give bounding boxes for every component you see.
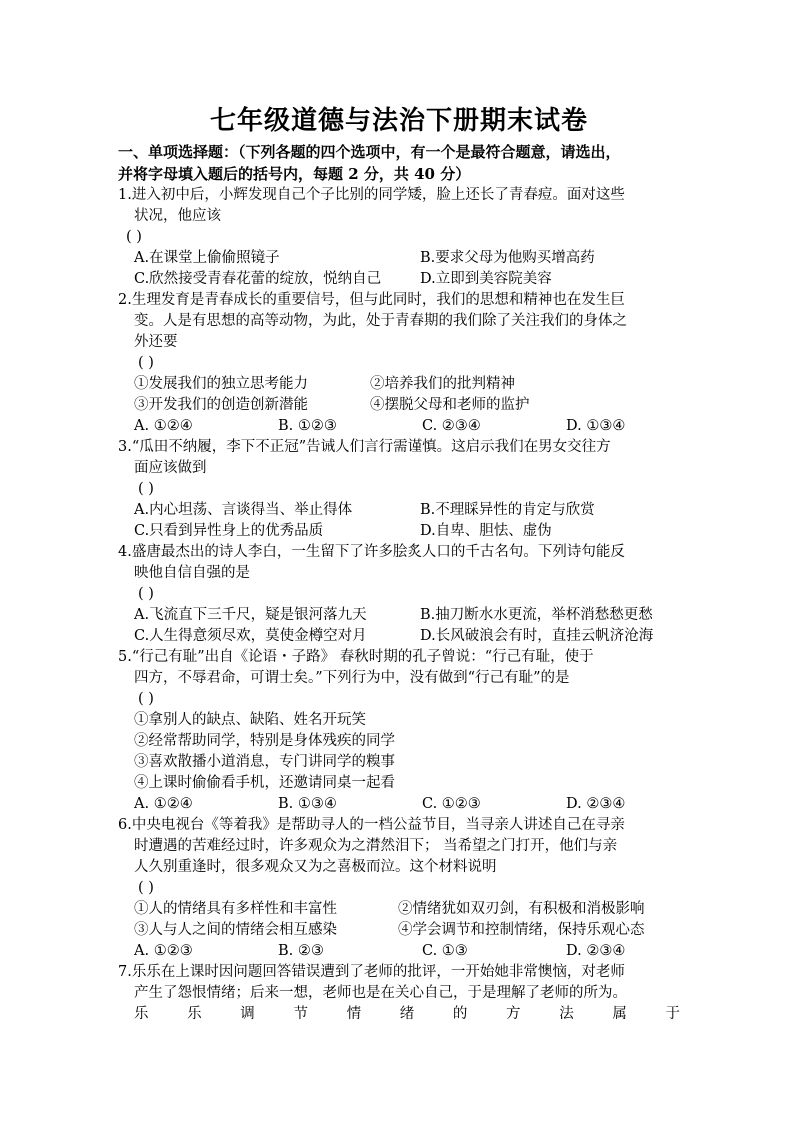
question-1-stem: 1.进入初中后，小辉发现自己个子比别的同学矮，脸上还长了青春痘。面对这些: [118, 187, 625, 203]
section-heading-line-2: 并将字母填入题后的括号内，每题 2 分，共 40 分）: [118, 165, 471, 183]
question-3: [118, 437, 680, 542]
question-6-stem: 6.中央电视台《等着我》是帮助寻人的一档公益节目，当寻亲人讲述自己在寻亲: [118, 817, 625, 833]
section-heading-line-1: 一、单项选择题：（下列各题的四个选项中，有一个是最符合题意，请选出，: [118, 143, 621, 161]
statements-row: [118, 395, 680, 416]
statement-3: ③人与人之间的情绪会相互感染: [134, 922, 337, 938]
question-7: [118, 962, 680, 1025]
question-2: [118, 290, 680, 437]
options-row: [118, 416, 680, 437]
answer-paren: ( ): [138, 586, 154, 602]
answer-paren: ( ): [138, 355, 154, 371]
question-7-stem: 7.乐乐在上课时因问题回答错误遭到了老师的批评，一开始她非常懊恼，对老师: [118, 964, 625, 980]
question-7-stem-cont: 产生了怨恨情绪；后来一想，老师也是在关心自己，于是理解了老师的所为。: [134, 985, 627, 1001]
question-2-stem-cont: 外还要: [134, 334, 178, 350]
option-d: D.长风破浪会有时，直挂云帆济沧海: [420, 628, 654, 644]
option-d: D. ②③④: [566, 943, 626, 959]
options-row: [118, 794, 680, 815]
answer-paren: ( ): [126, 229, 142, 245]
option-b: B. ①③④: [278, 796, 337, 812]
options-row: [118, 248, 680, 269]
question-4-stem-cont: 映他自信自强的是: [134, 565, 250, 581]
statement-2: ②经常帮助同学，特别是身体残疾的同学: [134, 733, 395, 749]
question-7-stem-cont: 乐乐调节情绪的方法属于: [134, 1006, 680, 1022]
option-a: A. ①②④: [134, 418, 193, 434]
answer-paren: ( ): [138, 691, 154, 707]
statement-1: ①发展我们的独立思考能力: [134, 376, 308, 392]
question-1: [118, 185, 680, 290]
question-6: [118, 815, 680, 962]
options-row: [118, 269, 680, 290]
answer-paren: ( ): [138, 880, 154, 896]
option-c: C.欣然接受青春花蕾的绽放，悦纳自己: [134, 271, 382, 287]
option-c: C. ①②③: [422, 796, 481, 812]
question-4-stem: 4.盛唐最杰出的诗人李白，一生留下了许多脍炙人口的千古名句。下列诗句能反: [118, 544, 625, 560]
option-d: D. ①③④: [566, 418, 626, 434]
question-3-stem: 3.“瓜田不纳履，李下不正冠”告诫人们言行需谨慎。这启示我们在男女交往方: [118, 439, 611, 455]
options-row: [118, 626, 680, 647]
statement-2: ②情绪犹如双刃剑，有积极和消极影响: [398, 901, 645, 917]
statement-1: ①拿别人的缺点、缺陷、姓名开玩笑: [134, 712, 366, 728]
option-b: B. ①②③: [278, 418, 337, 434]
answer-paren: ( ): [138, 481, 154, 497]
question-6-stem-cont: 人久别重逢时，很多观众又为之喜极而泣。这个材料说明: [134, 859, 497, 875]
statement-2: ②培养我们的批判精神: [370, 376, 515, 392]
option-a: A.在课堂上偷偷照镜子: [134, 250, 280, 266]
option-a: A. ①②③: [134, 943, 193, 959]
statement-4: ④学会调节和控制情绪，保持乐观心态: [398, 922, 645, 938]
statements-row: [118, 899, 680, 920]
option-c: C. ②③④: [422, 418, 481, 434]
option-a: A.飞流直下三千尺，疑是银河落九天: [134, 607, 367, 623]
question-6-stem-cont: 时遭遇的苦难经过时，许多观众为之潸然泪下； 当希望之门打开，他们与亲: [134, 838, 618, 854]
question-2-stem-cont: 变。人是有思想的高等动物，为此，处于青春期的我们除了关注我们的身体之: [134, 313, 627, 329]
option-c: C.人生得意须尽欢，莫使金樽空对月: [134, 628, 367, 644]
statement-3: ③喜欢散播小道消息，专门讲同学的糗事: [134, 754, 395, 770]
exam-page: [118, 100, 680, 1025]
page-title: 七年级道德与法治下册期末试卷: [209, 106, 588, 136]
options-row: [118, 605, 680, 626]
question-5-stem-cont: 四方，不辱君命，可谓士矣。”下列行为中，没有做到“行己有耻”的是: [134, 670, 570, 686]
question-4: [118, 542, 680, 647]
option-c: C. ①③: [422, 943, 468, 959]
option-b: B.抽刀断水水更流，举杯消愁愁更愁: [420, 607, 653, 623]
option-a: A.内心坦荡、言谈得当、举止得体: [134, 502, 353, 518]
option-c: C.只看到异性身上的优秀品质: [134, 523, 324, 539]
question-3-stem-cont: 面应该做到: [134, 460, 207, 476]
question-2-stem: 2.生理发育是青春成长的重要信号，但与此同时，我们的思想和精神也在发生巨: [118, 292, 625, 308]
option-b: B.要求父母为他购买增高药: [420, 250, 595, 266]
options-row: [118, 500, 680, 521]
option-d: D.自卑、胆怯、虚伪: [420, 523, 552, 539]
statement-4: ④摆脱父母和老师的监护: [370, 397, 530, 413]
option-d: D. ②③④: [566, 796, 626, 812]
statements-row: [118, 374, 680, 395]
statements-row: [118, 920, 680, 941]
option-d: D.立即到美容院美容: [420, 271, 552, 287]
options-row: [118, 521, 680, 542]
question-1-stem-cont: 状况，他应该: [134, 208, 221, 224]
question-5: [118, 647, 680, 815]
question-5-stem: 5.“行己有耻”出自《论语・子路》 春秋时期的孔子曾说：“行己有耻，使于: [118, 649, 594, 665]
statement-3: ③开发我们的创造创新潜能: [134, 397, 308, 413]
statement-4: ④上课时偷偷看手机，还邀请同桌一起看: [134, 775, 395, 791]
option-b: B. ②③: [278, 943, 324, 959]
statement-1: ①人的情绪具有多样性和丰富性: [134, 901, 337, 917]
options-row: [118, 941, 680, 962]
option-a: A. ①②④: [134, 796, 193, 812]
option-b: B.不理睬异性的肯定与欣赏: [420, 502, 595, 518]
